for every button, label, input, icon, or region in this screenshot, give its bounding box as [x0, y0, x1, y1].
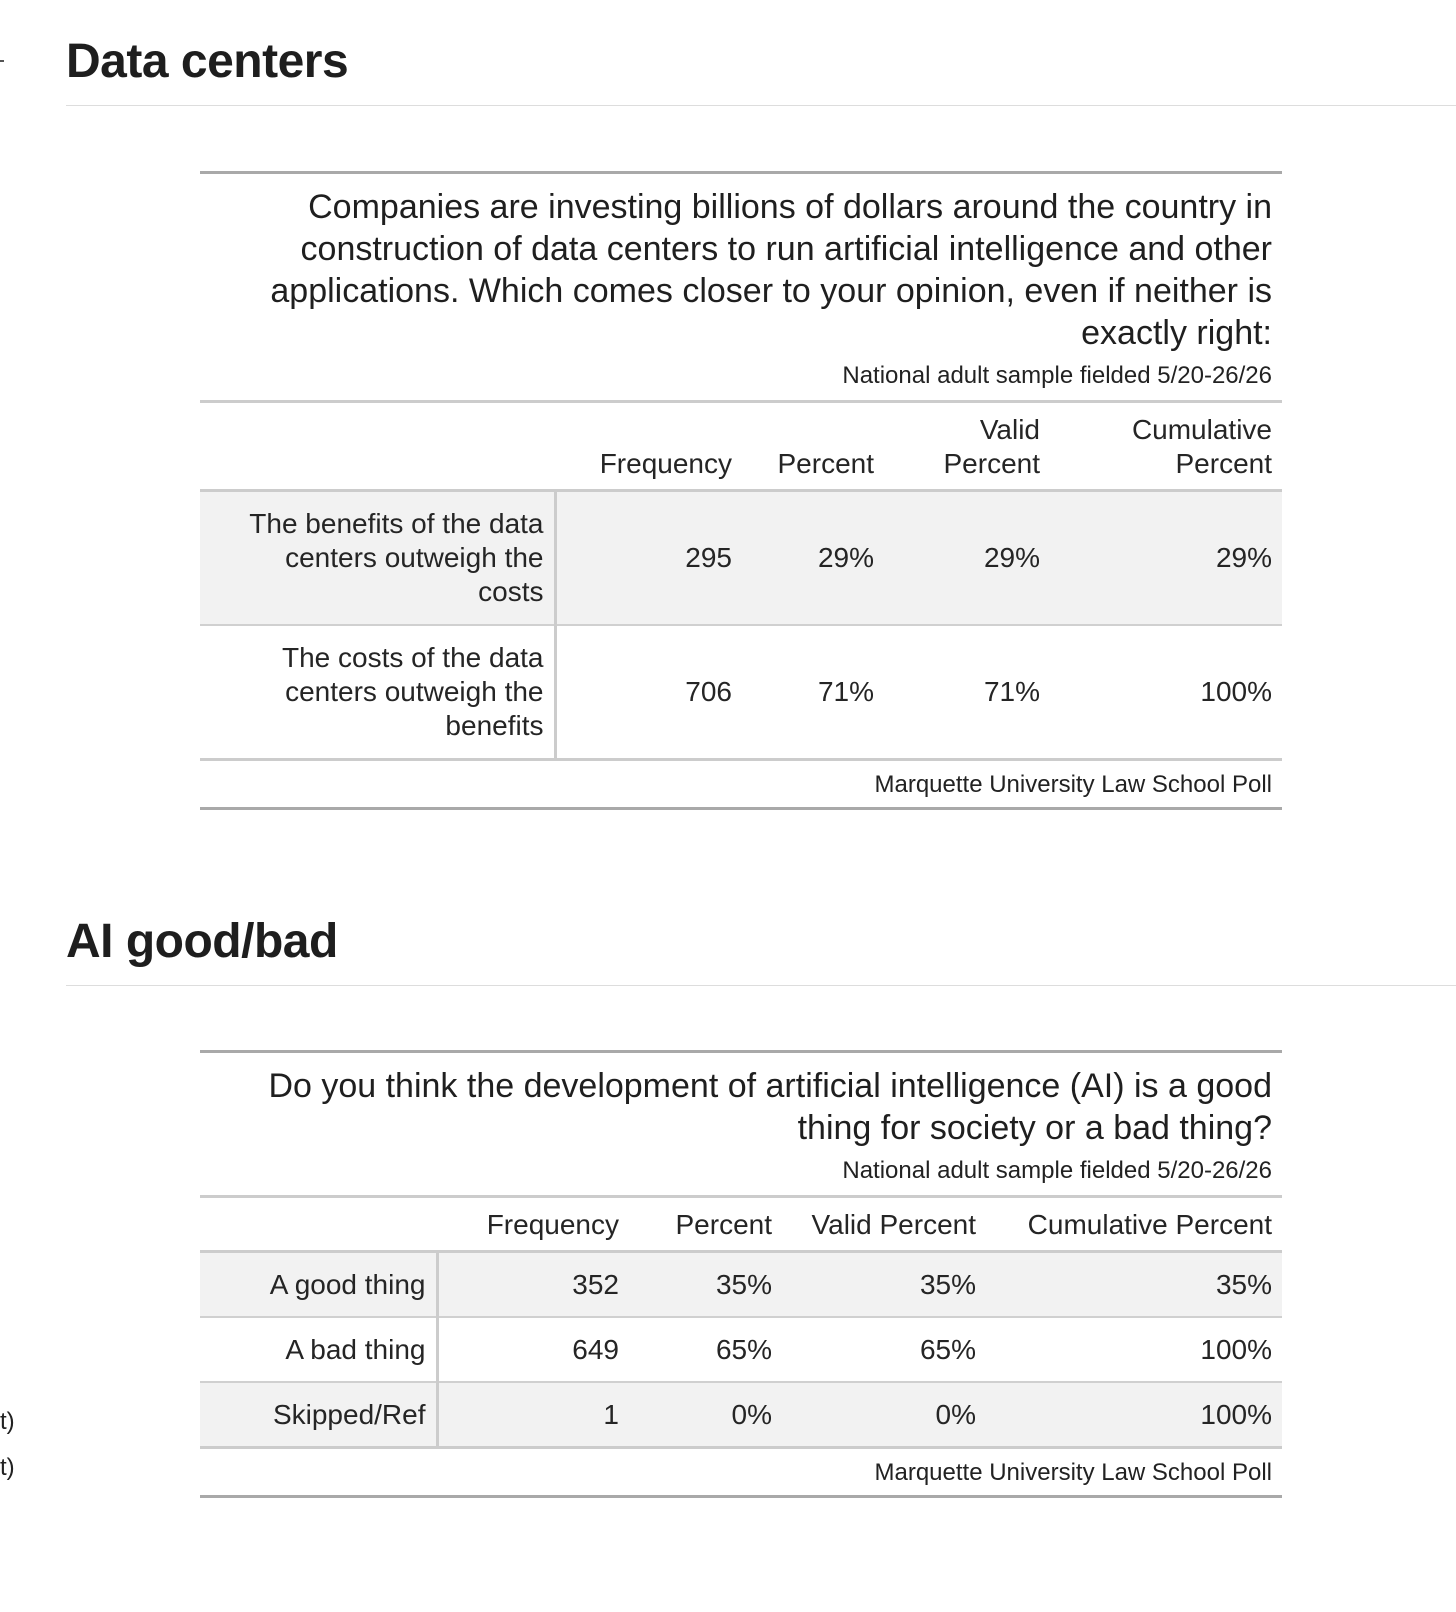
column-header-percent: Percent — [629, 1197, 782, 1252]
source-row — [200, 760, 1282, 809]
frequency-table-ai-good-bad — [200, 1050, 1282, 1498]
sample-note: National adult sample fielded 5/20-26/26 — [200, 1149, 1282, 1197]
column-header-valid-percent: Valid Percent — [884, 402, 1050, 491]
edge-fragment-text: t) — [0, 1454, 15, 1481]
cell-valid-percent: 0% — [782, 1382, 986, 1448]
sample-row — [200, 1149, 1282, 1197]
cell-cumulative-percent: 35% — [986, 1252, 1282, 1318]
cell-valid-percent: 35% — [782, 1252, 986, 1318]
edge-fragment-mark — [0, 60, 4, 62]
cell-valid-percent: 65% — [782, 1317, 986, 1382]
cell-valid-percent: 29% — [884, 491, 1050, 626]
cell-valid-percent: 71% — [884, 625, 1050, 760]
source-row — [200, 1448, 1282, 1497]
row-label: Skipped/Ref — [200, 1382, 437, 1448]
row-label: The costs of the data centers outweigh the benefits — [200, 625, 555, 760]
cell-frequency: 706 — [555, 625, 742, 760]
source-note: Marquette University Law School Poll — [874, 771, 1272, 798]
column-header-frequency: Frequency — [437, 1197, 629, 1252]
cell-frequency: 295 — [555, 491, 742, 626]
section-divider — [66, 985, 1456, 986]
sample-row — [200, 354, 1282, 402]
cell-percent: 71% — [742, 625, 884, 760]
section-title-ai-good-bad: AI good/bad — [66, 915, 338, 968]
cell-percent: 35% — [629, 1252, 782, 1318]
question-text: Companies are investing billions of dollars around the country in construction of data centers to run artificial intelligence and other applications. Which comes closer to your opinion, even if neither is exactly right: — [270, 188, 1272, 352]
frequency-table-data-centers — [200, 171, 1282, 810]
table-row — [200, 625, 1282, 760]
column-header-row — [200, 402, 1282, 491]
section-title-data-centers: Data centers — [66, 35, 349, 88]
edge-fragment-text: t) — [0, 1408, 15, 1435]
table-row — [200, 491, 1282, 626]
cell-percent: 29% — [742, 491, 884, 626]
column-header-valid-percent: Valid Percent — [782, 1197, 986, 1252]
cell-frequency: 1 — [437, 1382, 629, 1448]
table-row — [200, 1317, 1282, 1382]
row-label: A bad thing — [200, 1317, 437, 1382]
cell-percent: 65% — [629, 1317, 782, 1382]
row-label: The benefits of the data centers outweigh the costs — [200, 491, 555, 626]
row-label: A good thing — [200, 1252, 437, 1318]
table-row — [200, 1252, 1282, 1318]
column-header-blank — [200, 1197, 437, 1252]
question-row — [200, 1052, 1282, 1150]
column-header-row — [200, 1197, 1282, 1252]
cell-frequency: 649 — [437, 1317, 629, 1382]
cell-cumulative-percent: 100% — [986, 1382, 1282, 1448]
cell-frequency: 352 — [437, 1252, 629, 1318]
table-row — [200, 1382, 1282, 1448]
column-header-cumulative-percent: Cumulative Percent — [986, 1197, 1282, 1252]
cell-cumulative-percent: 100% — [986, 1317, 1282, 1382]
column-header-cumulative-percent: Cumulative Percent — [1050, 402, 1282, 491]
cell-cumulative-percent: 29% — [1050, 491, 1282, 626]
cell-cumulative-percent: 100% — [1050, 625, 1282, 760]
sample-note: National adult sample fielded 5/20-26/26 — [200, 354, 1282, 402]
cell-percent: 0% — [629, 1382, 782, 1448]
question-row — [200, 173, 1282, 355]
column-header-percent: Percent — [742, 402, 884, 491]
column-header-blank — [200, 402, 555, 491]
column-header-frequency: Frequency — [555, 402, 742, 491]
question-text: Do you think the development of artificial intelligence (AI) is a good thing for society or a bad thing? — [268, 1067, 1272, 1147]
section-divider — [66, 105, 1456, 106]
source-note: Marquette University Law School Poll — [874, 1459, 1272, 1486]
